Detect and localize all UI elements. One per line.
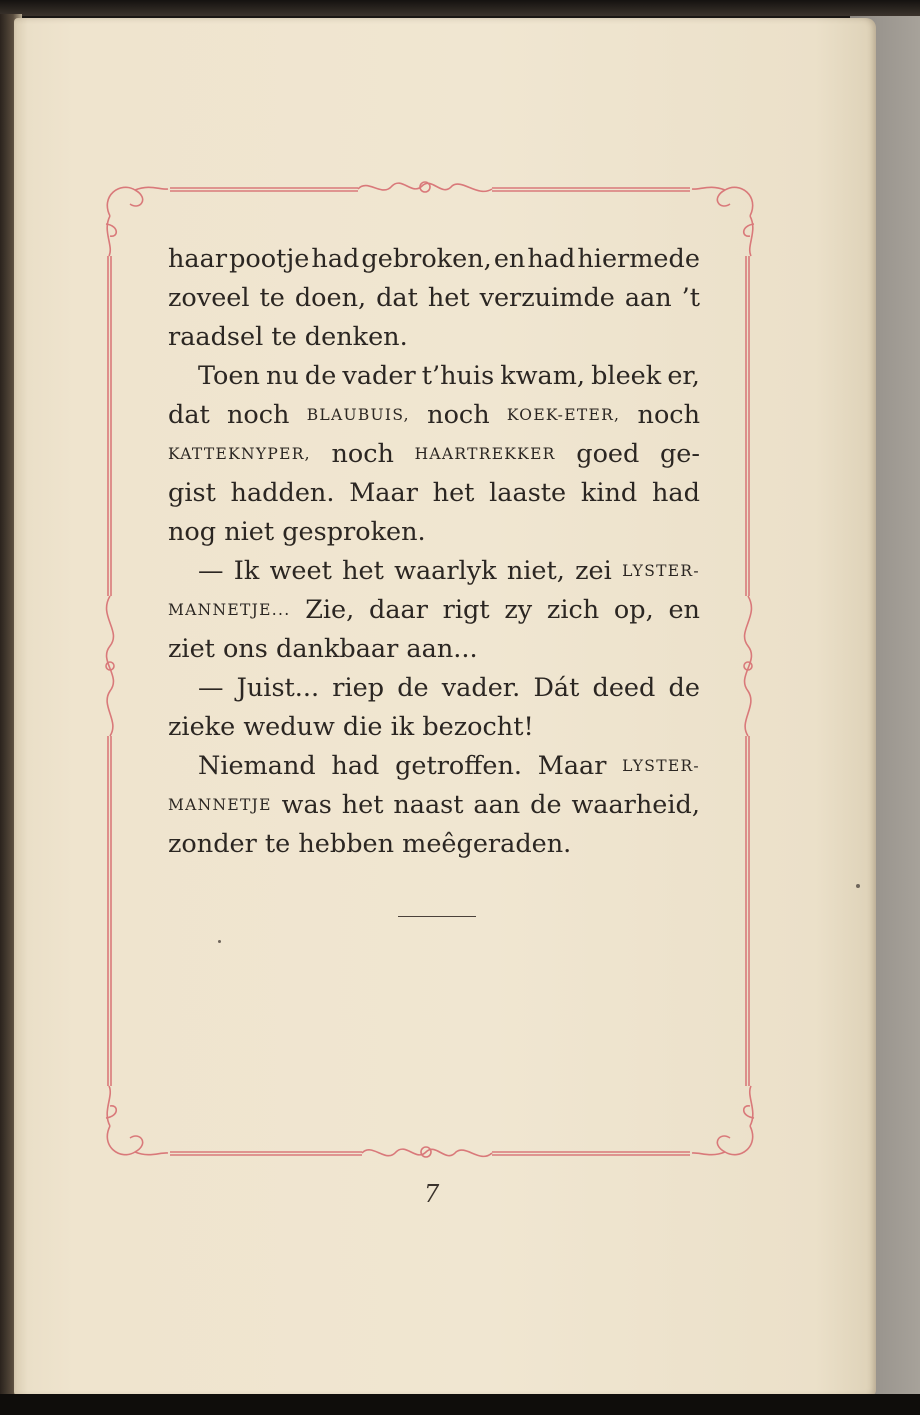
word: had	[527, 244, 576, 274]
text-line	[168, 708, 700, 747]
word: rigt	[442, 595, 490, 625]
word: op,	[613, 595, 654, 625]
word: Niemand	[198, 751, 316, 781]
word: Maar	[537, 751, 607, 781]
word: dat	[376, 283, 418, 313]
text-line	[168, 591, 700, 630]
book-top-edge	[0, 0, 920, 16]
word: —	[198, 556, 224, 586]
body-text	[168, 240, 700, 864]
word: was	[281, 790, 332, 820]
text-line	[168, 279, 700, 318]
word: aan	[624, 283, 672, 313]
word: doen,	[294, 283, 367, 313]
word: de	[397, 673, 429, 703]
word: noch	[637, 400, 700, 430]
word: haar	[168, 244, 228, 274]
word: Maar	[349, 478, 418, 508]
word: Toen	[198, 361, 260, 391]
text-line	[168, 474, 700, 513]
word: pootje	[229, 244, 310, 274]
small-caps-word: MANNETJE	[168, 796, 272, 814]
word: t’huis	[421, 361, 495, 391]
text-line	[168, 240, 700, 279]
word: raadsel te denken.	[168, 322, 408, 352]
word: niet,	[506, 556, 565, 586]
word: nu	[265, 361, 299, 391]
small-caps-word: BLAUBUIS,	[306, 406, 410, 424]
text-line	[168, 357, 700, 396]
page-number: 7	[424, 1180, 440, 1208]
word: Ik	[233, 556, 260, 586]
word: de	[530, 790, 562, 820]
word: goed	[576, 439, 640, 469]
word: waarlyk	[394, 556, 497, 586]
word: gist	[168, 478, 216, 508]
text-line	[168, 825, 700, 864]
word: er,	[667, 361, 700, 391]
word: deed	[592, 673, 656, 703]
paper-speck	[218, 940, 221, 943]
word: zy	[504, 595, 533, 625]
word: de	[668, 673, 700, 703]
word: verzuimde	[479, 283, 615, 313]
word: laaste	[489, 478, 567, 508]
word: het	[342, 556, 384, 586]
text-line	[168, 513, 700, 552]
text-line	[168, 669, 700, 708]
word: bleek	[591, 361, 662, 391]
word: vader	[342, 361, 416, 391]
text-line	[168, 630, 700, 669]
word: het	[341, 790, 384, 820]
word: en	[493, 244, 526, 274]
word: had	[331, 751, 380, 781]
word: hiermede	[577, 244, 700, 274]
small-caps-word: KATTEKNYPER,	[168, 445, 311, 463]
word: kwam,	[500, 361, 586, 391]
word: kind	[580, 478, 638, 508]
paper-speck	[856, 884, 860, 888]
word: dat	[168, 400, 210, 430]
word: ’t	[681, 283, 700, 313]
word: ziet ons dankbaar aan...	[168, 634, 478, 664]
word: Juist...	[236, 673, 320, 703]
text-line	[168, 396, 700, 435]
word: noch	[331, 439, 394, 469]
word: waarheid,	[571, 790, 700, 820]
word: daar	[369, 595, 428, 625]
word: vader.	[441, 673, 521, 703]
word: —	[198, 673, 224, 703]
word: getroffen.	[395, 751, 523, 781]
word: en	[668, 595, 700, 625]
word: noch	[227, 400, 290, 430]
word: zonder te hebben meêgeraden.	[168, 829, 572, 859]
text-line	[168, 747, 700, 786]
small-caps-word: LYSTER-	[622, 562, 700, 580]
small-caps-word: MANNETJE...	[168, 601, 291, 619]
text-line	[168, 435, 700, 474]
word: zieke weduw die ik bezocht!	[168, 712, 534, 742]
small-caps-word: HAARTREKKER	[414, 445, 556, 463]
word: naast	[393, 790, 464, 820]
word: had	[311, 244, 360, 274]
word: Zie,	[305, 595, 355, 625]
word: de	[304, 361, 337, 391]
word: aan	[473, 790, 521, 820]
word: had	[651, 478, 700, 508]
small-caps-word: LYSTER-	[622, 757, 700, 775]
text-line	[168, 318, 700, 357]
word: nog niet gesproken.	[168, 517, 426, 547]
word: zich	[546, 595, 600, 625]
word: noch	[427, 400, 490, 430]
word: ge-	[659, 439, 700, 469]
word: gebroken,	[361, 244, 492, 274]
text-line	[168, 552, 700, 591]
word: het	[432, 478, 475, 508]
word: zei	[575, 556, 612, 586]
word: zoveel	[168, 283, 250, 313]
text-line	[168, 786, 700, 825]
word: riep	[332, 673, 385, 703]
small-caps-word: KOEK-ETER,	[506, 406, 621, 424]
word: Dát	[533, 673, 580, 703]
book-bottom-edge	[0, 1394, 920, 1415]
word: hadden.	[230, 478, 335, 508]
word: te	[259, 283, 285, 313]
word: het	[427, 283, 470, 313]
section-rule	[398, 916, 476, 917]
word: weet	[269, 556, 332, 586]
